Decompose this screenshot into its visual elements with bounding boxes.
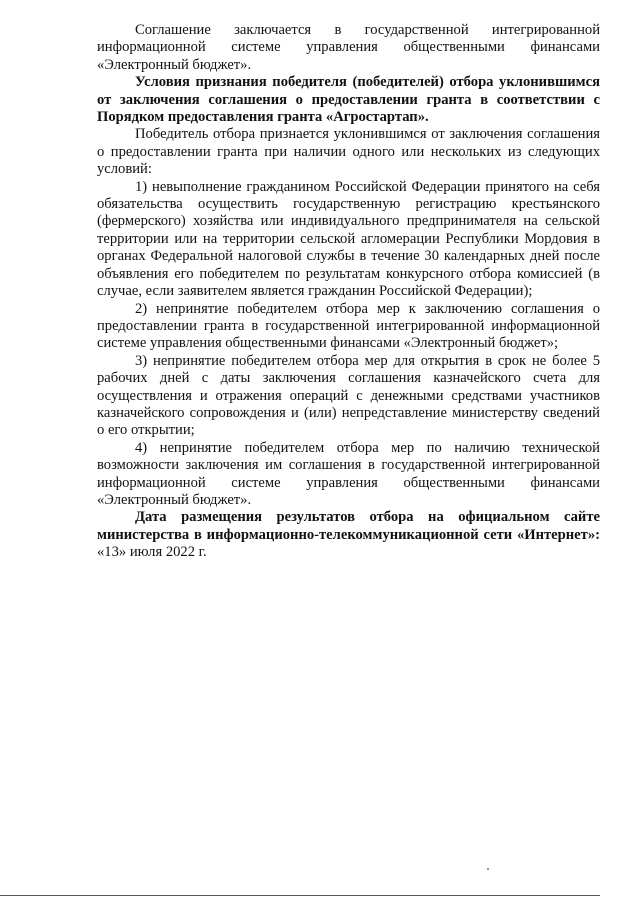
list-item-condition-2: 2) непринятие победителем отбора мер к заключению соглашения о предоставлении гранта в государственной интегрированной информационной системе управления общественными финансами «Электронный бюджет»; <box>97 300 600 352</box>
paragraph-agreement-system: Соглашение заключается в государственной интегрированной информационной системе управления общественными финансами «Электронный бюджет». <box>97 22 600 73</box>
list-item-condition-4: 4) непринятие победителем отбора мер по наличию технической возможности заключения им соглашения в государственной интегрированной информационной системе управления общественными финансами «Электронный бюджет». <box>97 439 600 508</box>
paragraph-conditions-intro: Победитель отбора признается уклонившимся от заключения соглашения о предоставлении гранта при наличии одного или нескольких из следующих условий: <box>97 126 600 178</box>
list-item-condition-1: 1) невыполнение гражданином Российской Федерации принятого на себя обязательства осуществить государственную регистрацию крестьянского (фермерского) хозяйства или индивидуального предпринимателя на сельской территории или на территории сельской агломерации Республики Мордовия в органах Федеральной налоговой службы в течение 30 календарных дней после объявления его победителем по результатам конкурсного отбора комиссией (в случае, если заявителем является гражданин Российской Федерации); <box>97 178 600 300</box>
publication-date-label: Дата размещения результатов отбора на официальном сайте министерства в информационно-телекоммуникационной сети «Интернет»: <box>97 509 600 543</box>
page-bottom-rule <box>0 895 600 896</box>
list-item-condition-3: 3) непринятие победителем отбора мер для открытия в срок не более 5 рабочих дней с даты заключения соглашения казначейского счета для осуществления и отражения операций с денежными средствами участников казначейского сопровождения и (или) непредставление министерству сведений о его открытии; <box>97 352 600 439</box>
heading-evasion-conditions: Условия признания победителя (победителей) отбора уклонившимся от заключения соглашения о предоставлении гранта в соответствии с Порядком предоставления гранта «Агростартап». <box>97 74 600 126</box>
publication-date-value: «13» июля 2022 г. <box>97 544 207 561</box>
paragraph-publication-date <box>97 509 600 561</box>
scan-speck <box>487 868 489 870</box>
document-page <box>97 22 600 562</box>
